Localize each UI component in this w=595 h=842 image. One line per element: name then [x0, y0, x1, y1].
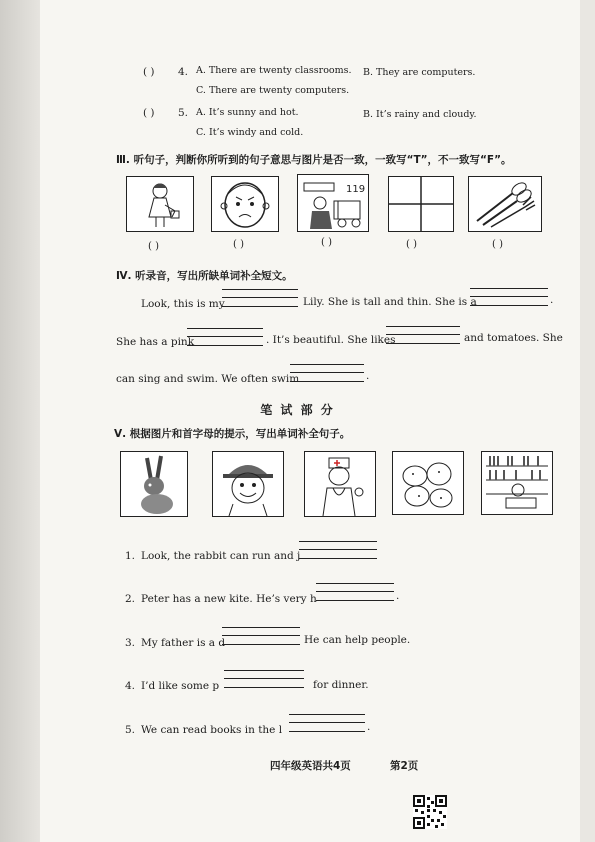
q4-paren[interactable]: ( )	[143, 66, 155, 78]
passage-line2-middle: . It’s beautiful. She likes	[266, 334, 396, 346]
item3-blank[interactable]	[222, 627, 300, 645]
item5-number: 5.	[125, 724, 136, 736]
item3-number: 3.	[125, 637, 136, 649]
blank-line2-2[interactable]	[386, 326, 460, 344]
footer-grade-pages: 四年级英语共4页	[270, 760, 351, 772]
happy-boy-cap-icon	[212, 451, 284, 517]
passage-line3-end: .	[366, 370, 370, 382]
item1-number: 1.	[125, 550, 136, 562]
section-5-title: Ⅴ. 根据图片和首字母的提示，写出单词补全句子。	[114, 428, 351, 440]
item4-after: for dinner.	[313, 679, 369, 691]
pic2-answer-paren[interactable]: ( )	[233, 239, 244, 250]
q4-option-c: C. There are twenty computers.	[196, 85, 350, 96]
passage-line2-end: and tomatoes. She	[464, 332, 563, 344]
item1-text: Look, the rabbit can run and j	[141, 550, 301, 562]
doctor-icon	[304, 451, 376, 517]
item4-number: 4.	[125, 680, 136, 692]
item2-number: 2.	[125, 593, 136, 605]
passage-line3-start: can sing and swim. We often swim	[116, 373, 300, 385]
section-3-title: Ⅲ. 听句子，判断你所听到的句子意思与图片是否一致，一致写“T”，不一致写“F”。	[116, 154, 512, 166]
sad-boy-face-icon	[211, 176, 279, 232]
item3-text: My father is a d	[141, 637, 226, 649]
qr-code-icon	[413, 795, 447, 829]
firefighter-truck-icon	[297, 174, 369, 232]
item4-blank[interactable]	[224, 670, 304, 688]
item4-text: I’d like some p	[141, 680, 220, 692]
item2-text: Peter has a new kite. He’s very h	[141, 593, 317, 605]
item2-end: .	[396, 590, 400, 602]
written-part-title: 笔 试 部 分	[260, 403, 335, 417]
pic3-answer-paren[interactable]: ( )	[321, 237, 332, 248]
girl-drawing-icon	[126, 176, 194, 232]
item5-text: We can read books in the l	[141, 724, 283, 736]
window-frame-icon	[388, 176, 454, 232]
passage-line2-start: She has a pink	[116, 336, 195, 348]
svg-text:119: 119	[346, 184, 366, 195]
passage-line1-end: .	[550, 294, 554, 306]
blank-line2-1[interactable]	[187, 328, 263, 346]
blank-line1-2[interactable]	[470, 288, 548, 306]
paper-shadow-edge	[0, 0, 40, 842]
blank-line3-1[interactable]	[290, 364, 364, 382]
q4-option-a: A. There are twenty classrooms.	[196, 65, 352, 76]
passage-line1-start: Look, this is my	[141, 298, 225, 310]
item5-end: .	[367, 721, 371, 733]
q5-option-a: A. It’s sunny and hot.	[196, 107, 299, 118]
q4-number: 4.	[178, 66, 189, 78]
potatoes-icon	[392, 451, 464, 515]
q5-option-c: C. It’s windy and cold.	[196, 127, 304, 138]
passage-line1-middle: Lily. She is tall and thin. She is a	[303, 296, 477, 308]
q4-option-b: B. They are computers.	[363, 67, 476, 78]
pic4-answer-paren[interactable]: ( )	[406, 239, 417, 250]
item5-blank[interactable]	[289, 714, 365, 732]
item2-blank[interactable]	[316, 583, 394, 601]
rabbit-icon	[120, 451, 188, 517]
item1-blank[interactable]	[299, 541, 377, 559]
q5-option-b: B. It’s rainy and cloudy.	[363, 109, 477, 120]
q5-paren[interactable]: ( )	[143, 107, 155, 119]
q5-number: 5.	[178, 107, 189, 119]
footer-page-number: 第2页	[390, 760, 419, 772]
blank-line1-1[interactable]	[222, 289, 298, 307]
pic5-answer-paren[interactable]: ( )	[492, 239, 503, 250]
item3-after: He can help people.	[304, 634, 411, 646]
faint-bleedthrough	[216, 521, 220, 534]
spoons-and-forks-icon	[468, 176, 542, 232]
pic1-answer-paren[interactable]: ( )	[148, 241, 159, 252]
section-4-title: Ⅳ. 听录音，写出所缺单词补全短文。	[116, 270, 293, 282]
library-bookshelf-icon	[481, 451, 553, 515]
